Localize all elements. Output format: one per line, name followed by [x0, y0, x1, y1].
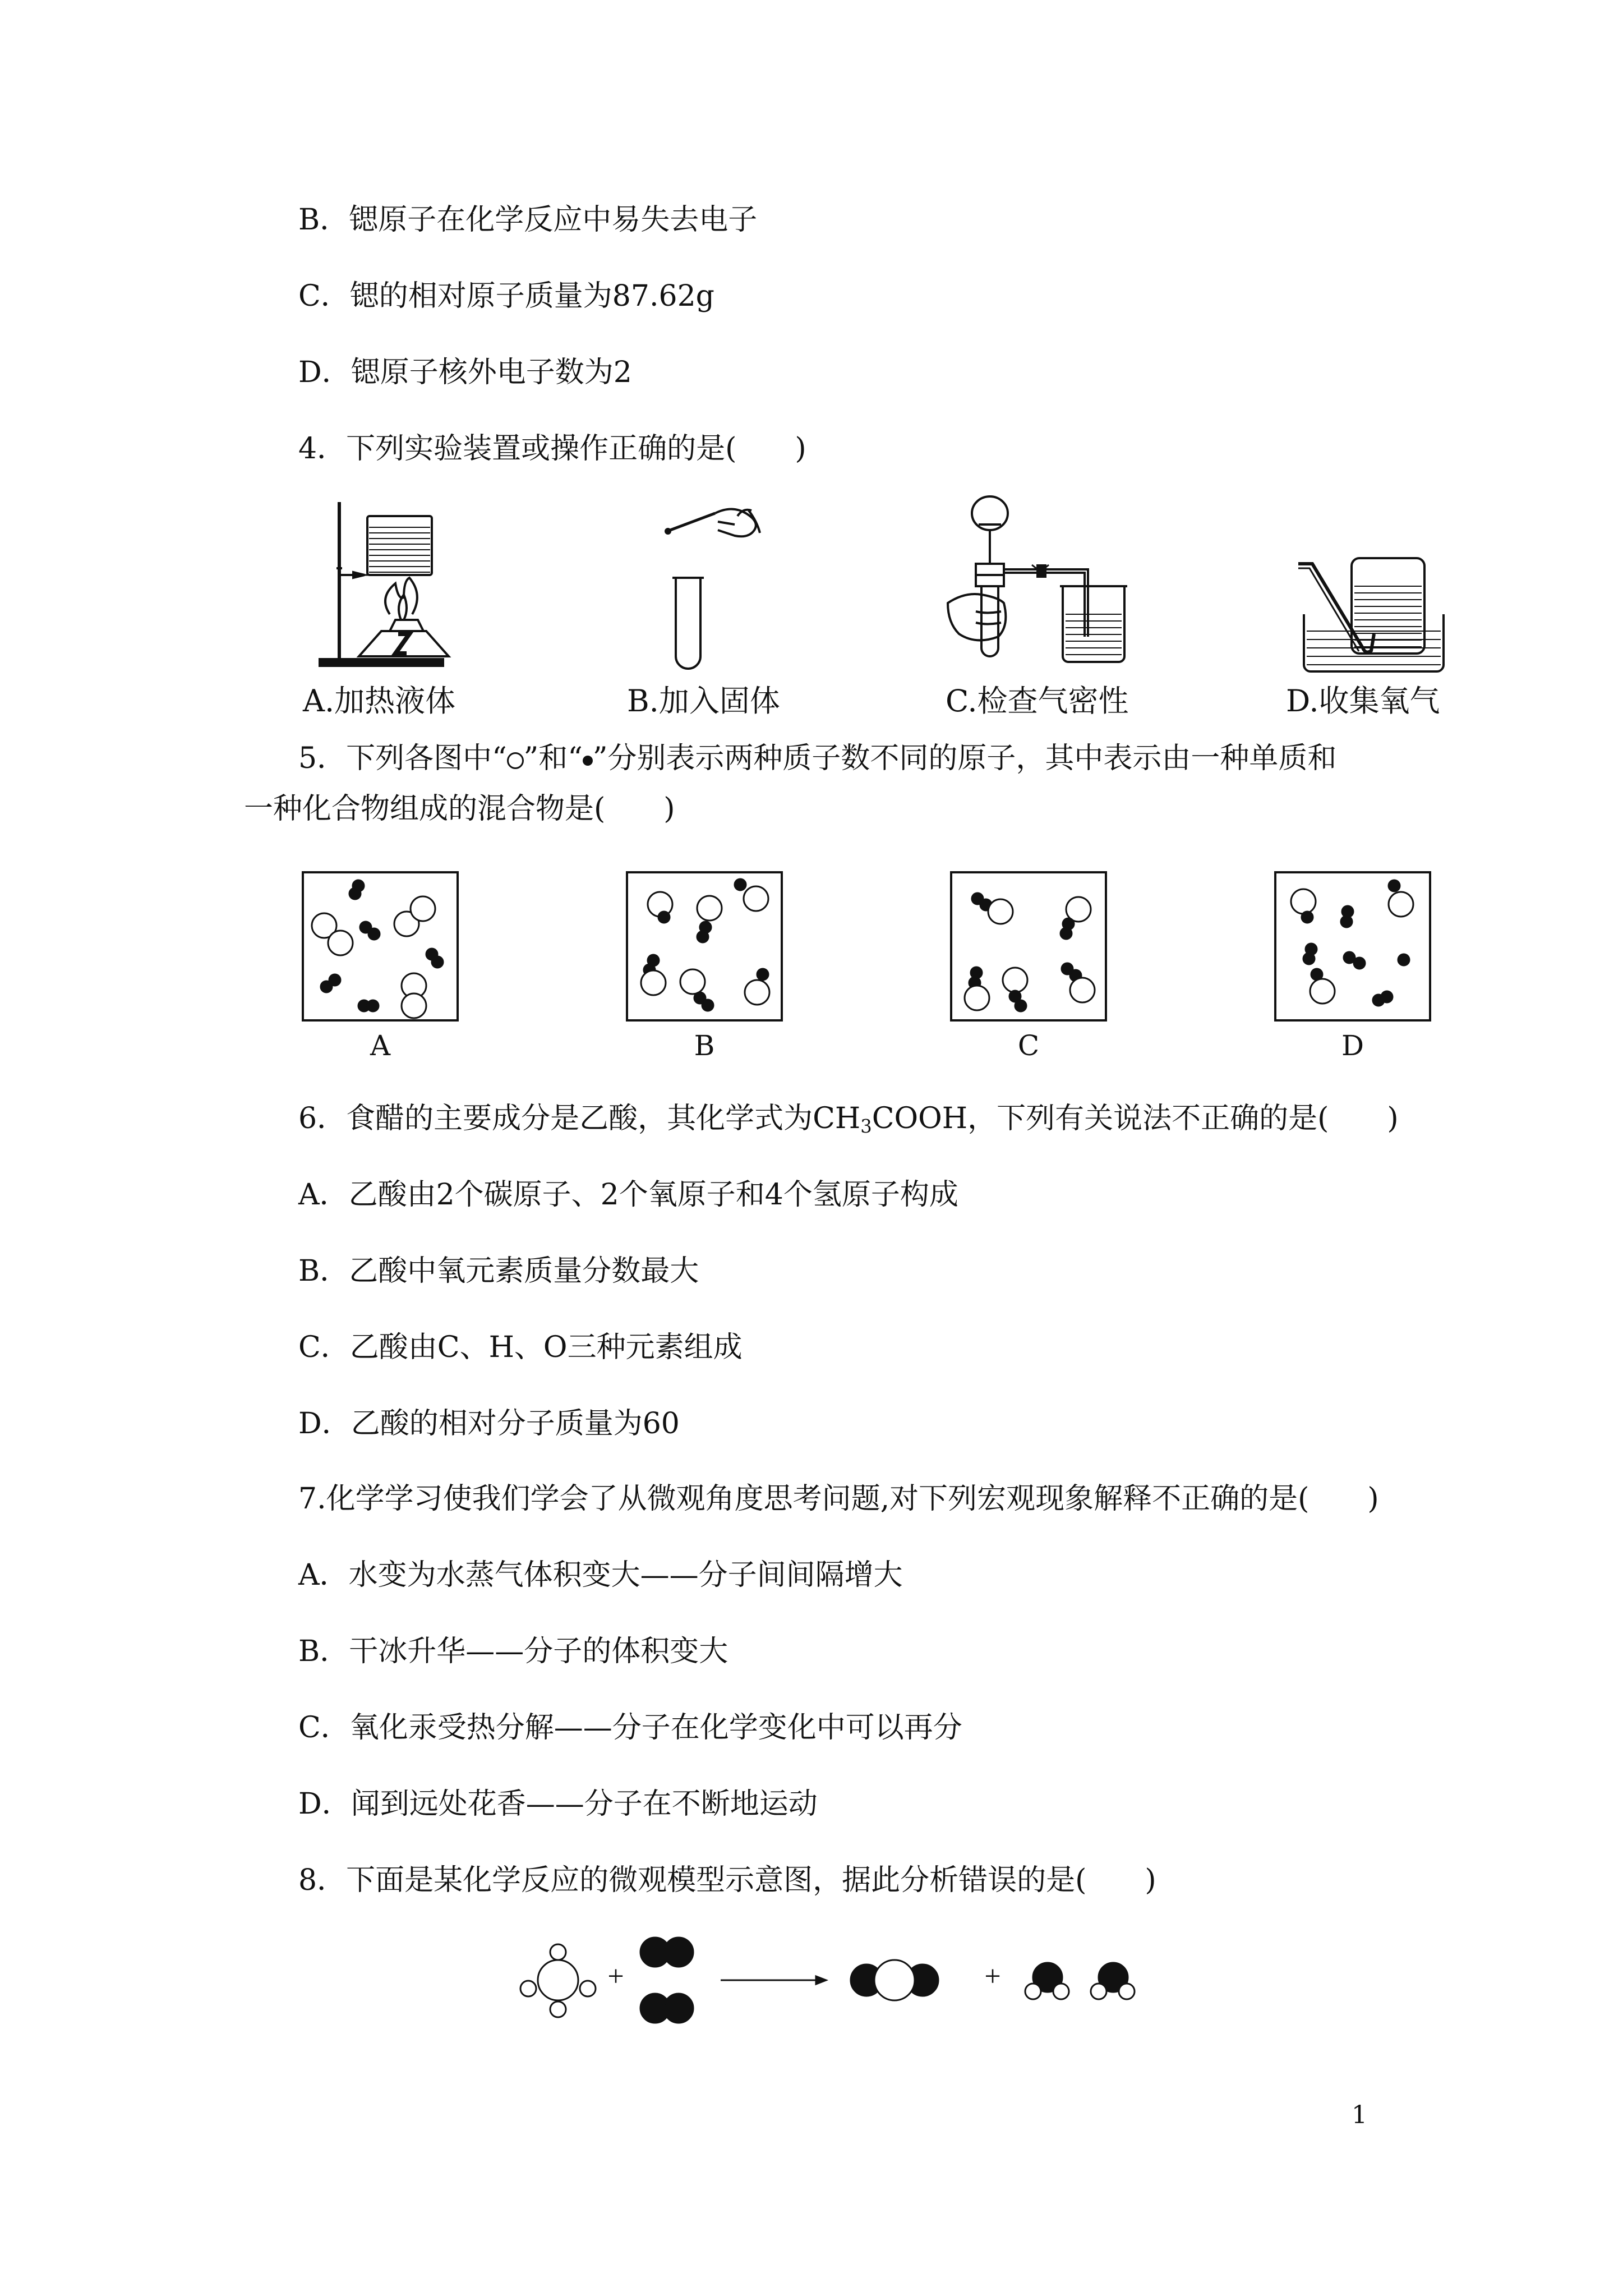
q3-option-b: B．锶原子在化学反应中易失去电子 — [298, 203, 758, 237]
q5-label-c: C — [1017, 1029, 1040, 1062]
q3-option-d: D．锶原子核外电子数为2 — [298, 356, 632, 389]
reactant-molecule-2 — [640, 1938, 693, 2023]
apparatus-adding-solid-figure — [653, 505, 766, 679]
apparatus-airtightness-check-figure — [942, 491, 1127, 676]
q4-caption-d: D.收集氧气 — [1286, 683, 1440, 719]
q4-caption-a: A.加热液体 — [303, 683, 456, 719]
q5-box-d-particles — [1276, 873, 1429, 1019]
q5-box-a-particles — [304, 873, 457, 1019]
reaction-arrow — [721, 1976, 826, 1984]
q8-stem: 8．下面是某化学反应的微观模型示意图，据此分析错误的是( ) — [298, 1864, 1156, 1897]
apparatus-heating-liquid-figure — [314, 496, 460, 670]
q5-box-a — [302, 871, 459, 1022]
q5-box-b-particles — [628, 873, 781, 1019]
q5-box-c-particles — [952, 873, 1105, 1019]
q6-stem: 6．食醋的主要成分是乙酸，其化学式为$CH_3COOH$，下列有关说法不正确的是( ) — [298, 1102, 1399, 1138]
q6-option-a: A．乙酸由2个碳原子、2个氧原子和4个氢原子构成 — [298, 1178, 958, 1212]
q5-box-b — [626, 871, 783, 1022]
q8-reaction-diagram — [516, 1918, 1178, 2047]
q7-option-b: B．干冰升华——分子的体积变大 — [298, 1635, 728, 1668]
plus-sign-2: + — [984, 1961, 1001, 1993]
hollow-circle-symbol-icon — [507, 752, 524, 769]
q5-label-a: A — [370, 1029, 391, 1062]
apparatus-collecting-oxygen-figure — [1293, 553, 1450, 676]
q6-option-c: C．乙酸由C、H、O三种元素组成 — [298, 1331, 743, 1364]
reactant-molecule-1 — [520, 1944, 596, 2017]
q5-box-c — [950, 871, 1107, 1022]
q5-box-d — [1274, 871, 1431, 1022]
q3-option-c: C．锶的相对原子质量为87.62g — [298, 279, 714, 313]
q6-option-b: B．乙酸中氧元素质量分数最大 — [298, 1254, 699, 1288]
solid-dot-symbol-icon — [583, 756, 593, 766]
q7-option-d: D．闻到远处花香——分子在不断地运动 — [298, 1787, 818, 1821]
product-molecule-2 — [1025, 1963, 1135, 1999]
q7-stem: 7.化学学习使我们学会了从微观角度思考问题,对下列宏观现象解释不正确的是( ) — [298, 1482, 1379, 1516]
q5-stem-line1: 5．下列各图中“ ”和“ ”分别表示两种质子数不同的原子，其中表示由一种单质和 — [298, 742, 1337, 775]
product-molecule-1 — [851, 1960, 938, 2000]
q5-label-d: D — [1341, 1029, 1364, 1062]
q7-option-a: A．水变为水蒸气体积变大——分子间间隔增大 — [298, 1558, 903, 1592]
q4-stem: 4．下列实验装置或操作正确的是( ) — [298, 432, 806, 466]
q7-option-c: C．氧化汞受热分解——分子在化学变化中可以再分 — [298, 1711, 962, 1745]
q4-caption-b: B.加入固体 — [627, 683, 780, 719]
q6-option-d: D．乙酸的相对分子质量为60 — [298, 1407, 680, 1441]
q5-label-b: B — [694, 1029, 715, 1062]
page-number: 1 — [1352, 2101, 1367, 2129]
q4-caption-c: C.检查气密性 — [946, 683, 1129, 719]
plus-sign-1: + — [607, 1961, 624, 1993]
q5-stem-line2: 一种化合物组成的混合物是( ) — [244, 792, 675, 826]
